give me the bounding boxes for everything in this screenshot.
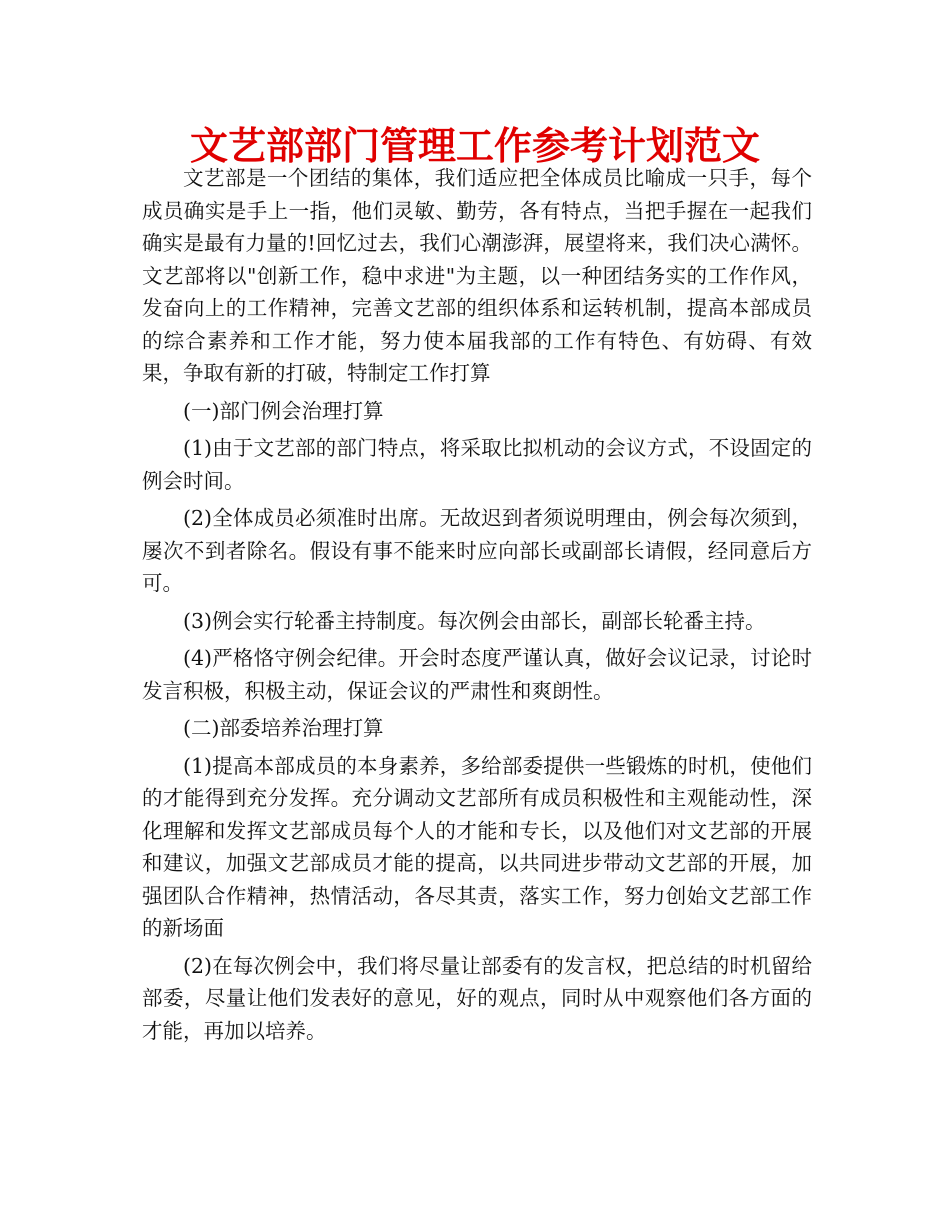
paragraph-intro: 文艺部是一个团结的集体，我们适应把全体成员比喻成一只手，每个成员确实是手上一指，他们灵敏、勤劳，各有特点，当把手握在一起我们确实是最有力量的!回忆过去，我们心潮澎湃，展望将来，我们决心满怀。文艺部将以"创新工作，稳中求进"为主题，以一种团结务实的工作作风，发奋向上的工作精神，完善文艺部的组织体系和运转机制，提高本部成员的综合素养和工作才能，努力使本届我部的工作有特色、有妨碍、有效果，争取有新的打破，特制定工作打算 <box>142 166 812 385</box>
paragraph-meeting-1: (1)由于文艺部的部门特点，将采取比拟机动的会议方式，不设固定的例会时间。 <box>142 436 812 493</box>
paragraph-training-2: (2)在每次例会中，我们将尽量让部委有的发言权，把总结的时机留给部委，尽量让他们发表好的意见，好的观点，同时从中观察他们各方面的才能，再加以培养。 <box>142 953 812 1043</box>
paragraph-meeting-4: (4)严格恪守例会纪律。开会时态度严谨认真，做好会议记录，讨论时发言积极，积极主动，保证会议的严肃性和爽朗性。 <box>142 646 812 703</box>
paragraph-meeting-3: (3)例会实行轮番主持制度。每次例会由部长，副部长轮番主持。 <box>183 608 766 633</box>
paragraph-training-1: (1)提高本部成员的本身素养，多给部委提供一些锻炼的时机，使他们的才能得到充分发挥。充分调动文艺部所有成员积极性和主观能动性，深化理解和发挥文艺部成员每个人的才能和专长，以及他们对文艺部的开展和建议，加强文艺部成员才能的提高，以共同进步带动文艺部的开展，加强团队合作精神，热情活动，各尽其责，落实工作，努力创始文艺部工作的新场面 <box>142 753 812 940</box>
section-heading-meetings: (一)部门例会治理打算 <box>183 398 384 423</box>
paragraph-meeting-2: (2)全体成员必须准时出席。无故迟到者须说明理由，例会每次须到，屡次不到者除名。假设有事不能来时应向部长或副部长请假，经同意后方可。 <box>142 506 812 595</box>
document-body <box>142 162 812 1052</box>
document-title: 文艺部部门管理工作参考计划范文 <box>189 124 760 168</box>
section-heading-training: (二)部委培养治理打算 <box>183 716 384 740</box>
